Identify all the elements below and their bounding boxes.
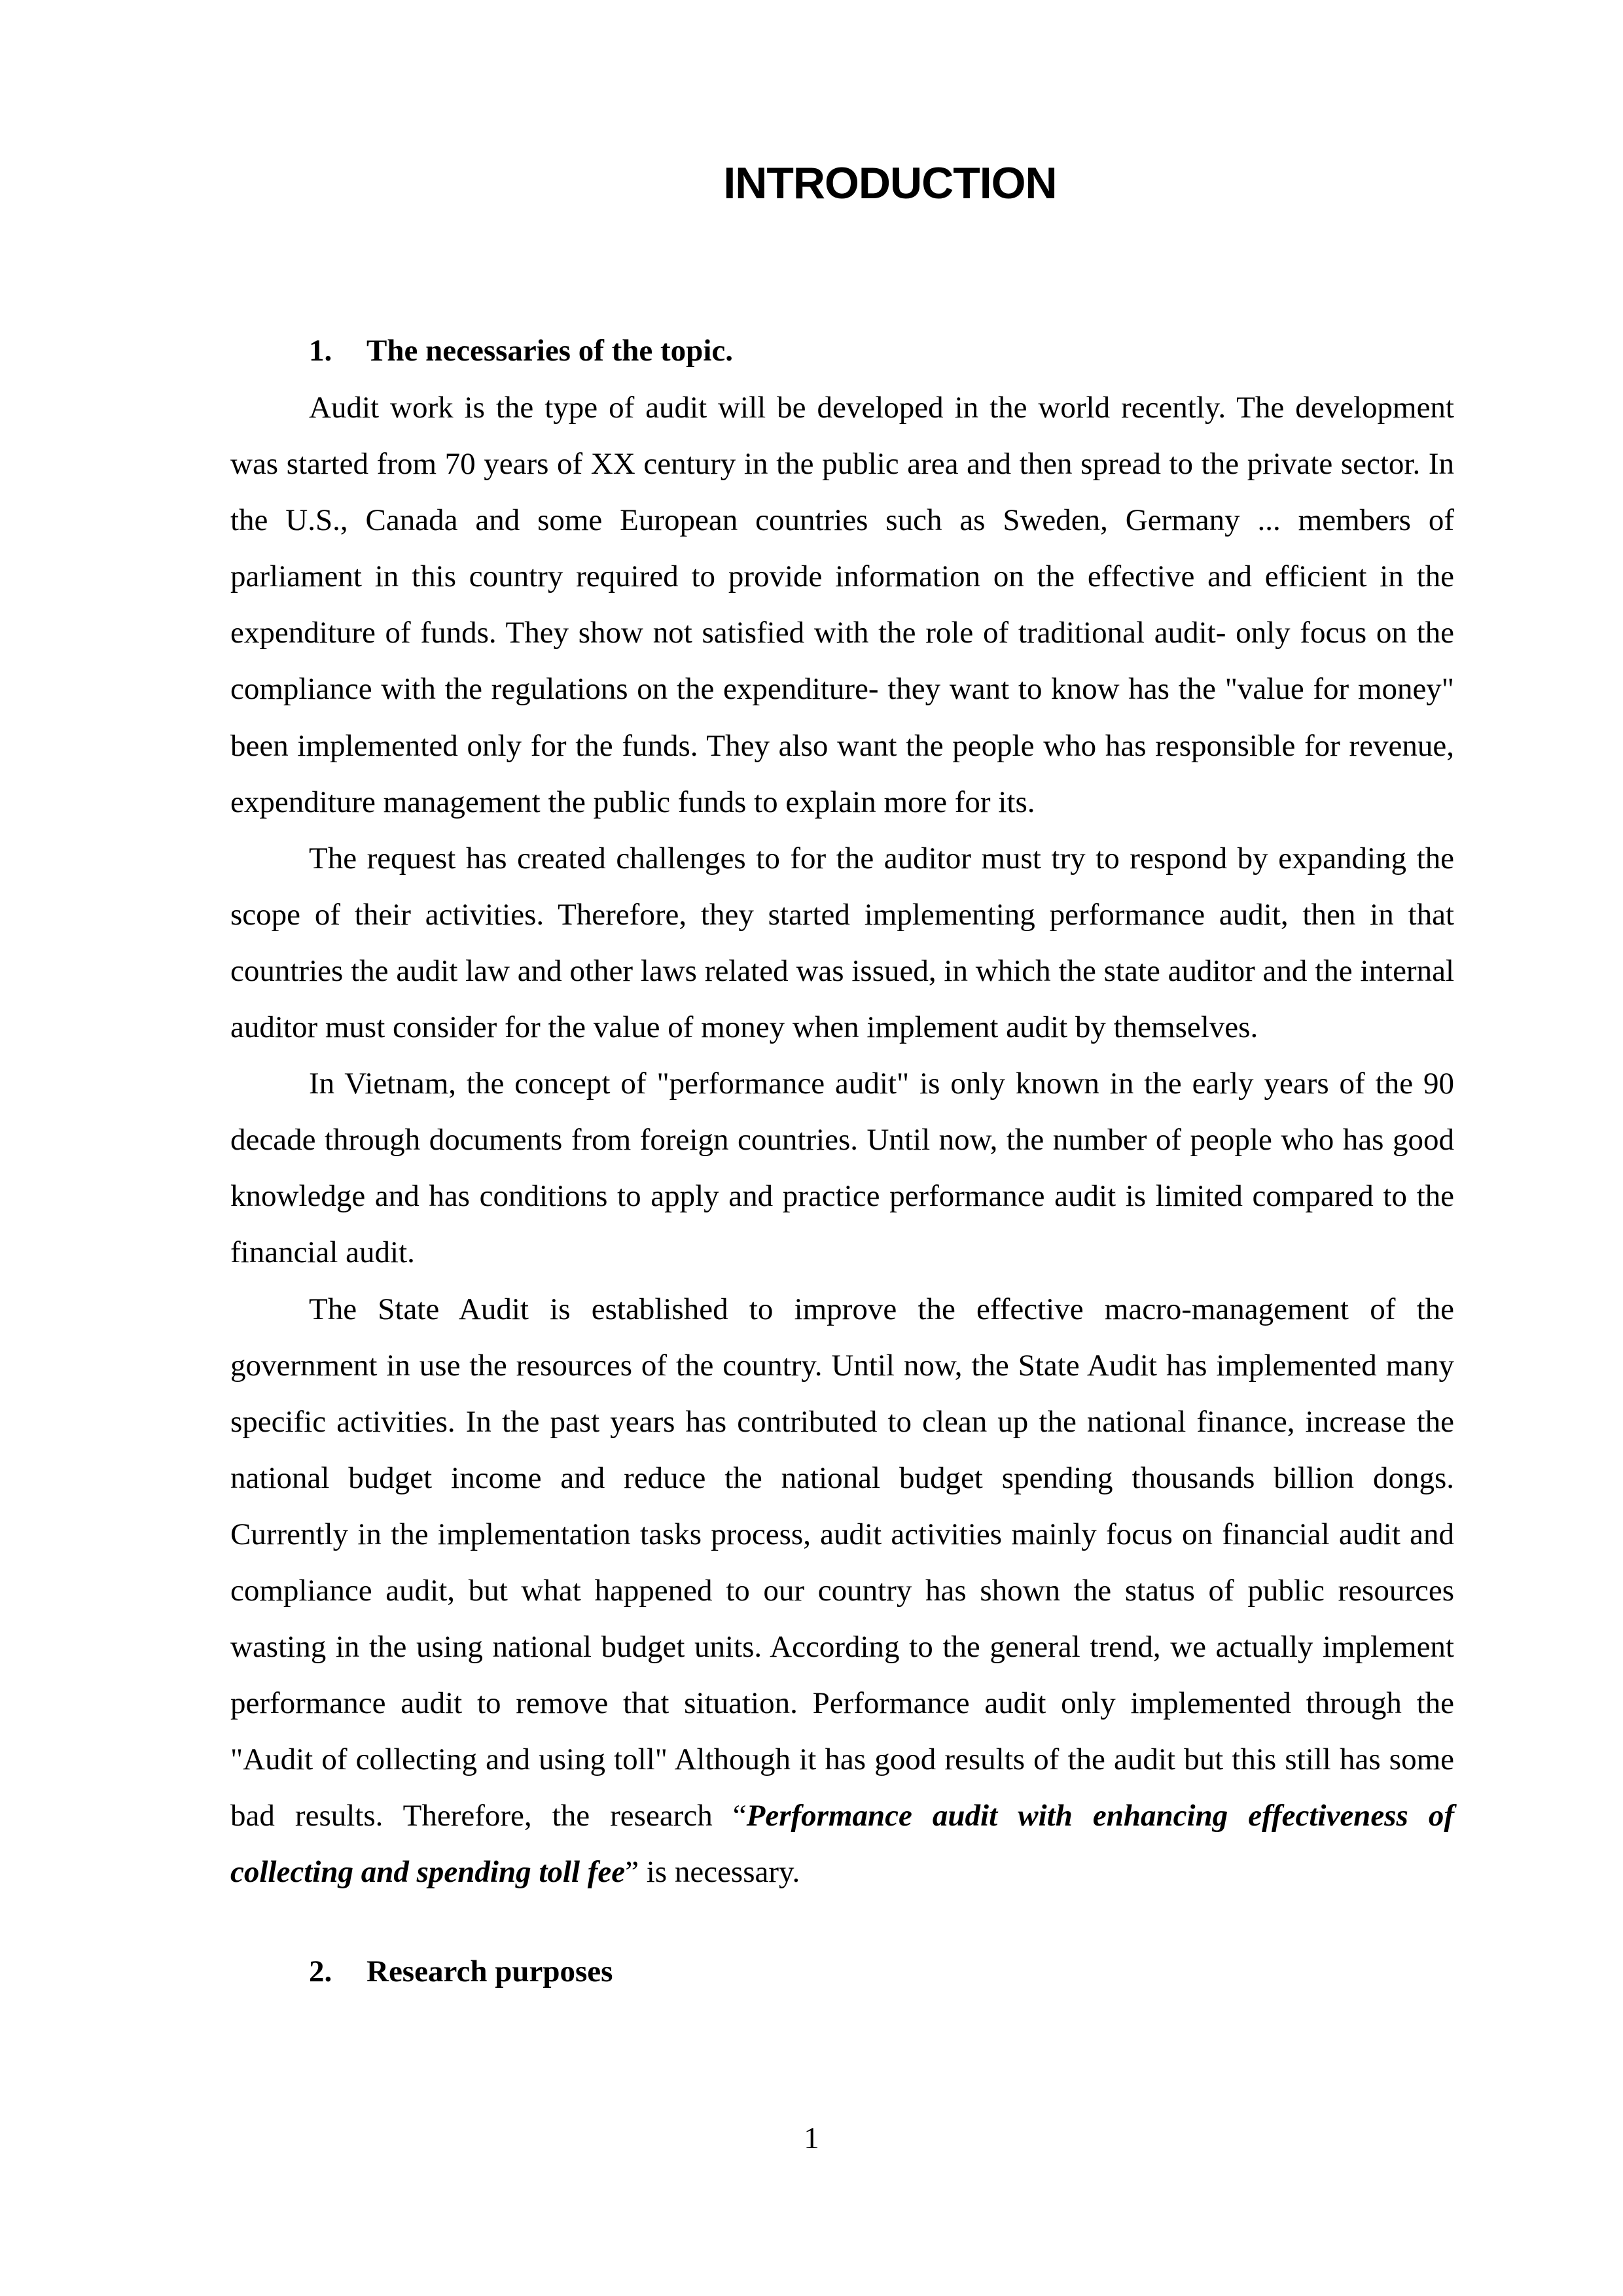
page-title: INTRODUCTION — [723, 158, 1057, 208]
section-heading-text: The necessaries of the topic. — [366, 334, 733, 368]
body-paragraph-conclusion — [230, 1281, 1454, 1901]
page-number: 1 — [804, 2121, 819, 2155]
section-body-necessaries — [230, 380, 1454, 1901]
paragraph-text: ” is necessary. — [625, 1855, 800, 1890]
body-paragraph: In Vietnam, the concept of "performance audit" is only known in the early years of the 90 decade through documents from foreign countries. Until now, the number of people who has good knowledge and has conditions to apply and practice performance audit is limited compared to the financial audit. — [230, 1067, 1454, 1270]
body-paragraph: Audit work is the type of audit will be developed in the world recently. The development was started from 70 years of XX century in the public area and then spread to the private sector. In the U.S., Canada and some European countries such as Sweden, Germany ... members of parliament in this country required to provide information on the effective and efficient in the expenditure of funds. They show not satisfied with the role of traditional audit- only focus on the compliance with the regulations on the expenditure- they want to know has the "value for money" been implemented only for the funds. They also want the people who has responsible for revenue, expenditure management the public funds to explain more for its. — [230, 391, 1454, 819]
body-paragraph: The request has created challenges to for the auditor must try to respond by expanding the scope of their activities. Therefore, they started implementing performance audit, then in that countries the audit law and other laws related was issued, in which the state auditor and the internal auditor must consider for the value of money when implement audit by themselves. — [230, 841, 1454, 1045]
section-heading-necessaries — [309, 332, 733, 369]
research-title-emphasis: Performance audit with enhancing effectiveness of collecting and spending toll fee — [230, 1799, 1454, 1890]
paragraph-text: The State Audit is established to improve the effective macro-management of the government in use the resources of the country. Until now, the State Audit has implemented many specific activities. In the past years has contributed to clean up the national finance, increase the national budget income and reduce the national budget spending thousands billion dongs. Currently in the implementation tasks process, audit activities mainly focus on financial audit and compliance audit, but what happened to our country has shown the status of public resources wasting in the using national budget units. According to the general trend, we actually implement performance audit to remove that situation. Performance audit only implemented through the "Audit of collecting and using toll" Although it has good results of the audit but this still has some bad results. Therefore, the research “ — [230, 1292, 1454, 1833]
section-number: 2. — [309, 1954, 332, 1988]
section-number: 1. — [309, 334, 332, 368]
section-heading-text: Research purposes — [366, 1954, 613, 1988]
section-heading-research-purposes — [309, 1953, 613, 1990]
